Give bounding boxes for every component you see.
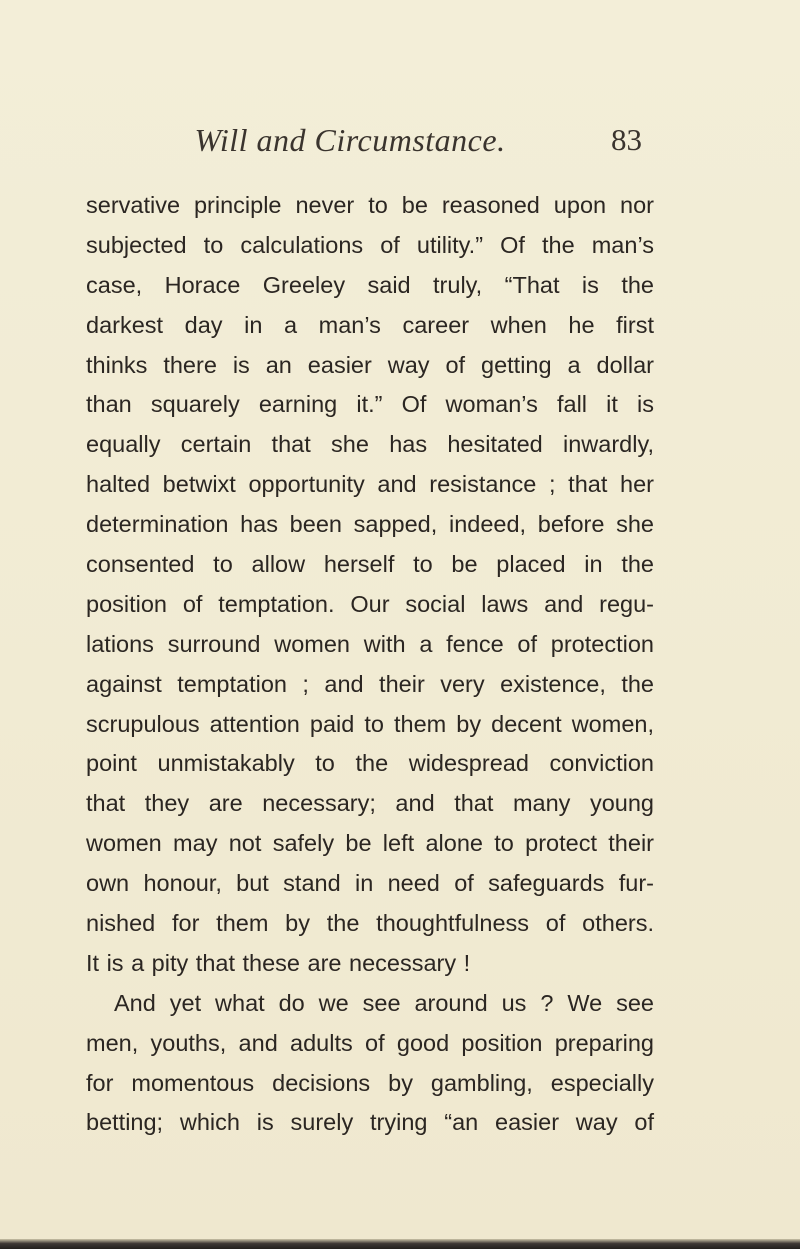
text-line-11: position of temptation. Our social laws and regu-	[86, 590, 654, 617]
running-title: Will and Circumstance.	[194, 122, 506, 158]
text-line-17: women may not safely be left alone to protect their	[86, 830, 654, 857]
page-number: 83	[611, 122, 642, 157]
text-line-3: case, Horace Greeley said truly, “That is the	[86, 271, 654, 298]
text-line-20: It is a pity that these are necessary !	[86, 949, 471, 976]
text-line-16: that they are necessary; and that many young	[86, 790, 654, 817]
text-line-9: determination has been sapped, indeed, before she	[86, 511, 654, 538]
text-line-21: And yet what do we see around us ? We see	[114, 989, 654, 1016]
text-line-18: own honour, but stand in need of safeguards fur-	[86, 870, 654, 897]
text-line-24: betting; which is surely trying “an easier way of	[86, 1109, 654, 1136]
text-line-8: halted betwixt opportunity and resistance ; that her	[86, 471, 654, 498]
text-line-10: consented to allow herself to be placed in the	[86, 551, 654, 578]
text-line-23: for momentous decisions by gambling, especially	[86, 1069, 654, 1096]
text-line-13: against temptation ; and their very existence, the	[86, 670, 654, 697]
text-line-22: men, youths, and adults of good position preparing	[86, 1029, 654, 1056]
text-line-2: subjected to calculations of utility.” Of the man’s	[86, 231, 654, 258]
text-line-14: scrupulous attention paid to them by decent women,	[86, 710, 654, 737]
text-line-5: thinks there is an easier way of getting a dollar	[86, 351, 654, 378]
text-line-12: lations surround women with a fence of protection	[86, 630, 654, 657]
text-line-4: darkest day in a man’s career when he first	[86, 311, 654, 338]
page-header	[0, 122, 800, 172]
text-line-15: point unmistakably to the widespread conviction	[86, 750, 654, 777]
text-line-6: than squarely earning it.” Of woman’s fall it is	[86, 391, 654, 418]
page-bottom-edge	[0, 1239, 800, 1249]
text-line-19: nished for them by the thoughtfulness of others.	[86, 910, 654, 937]
body-text	[86, 186, 654, 1143]
text-line-7: equally certain that she has hesitated inwardly,	[86, 431, 654, 458]
text-line-1: servative principle never to be reasoned upon nor	[86, 192, 654, 218]
